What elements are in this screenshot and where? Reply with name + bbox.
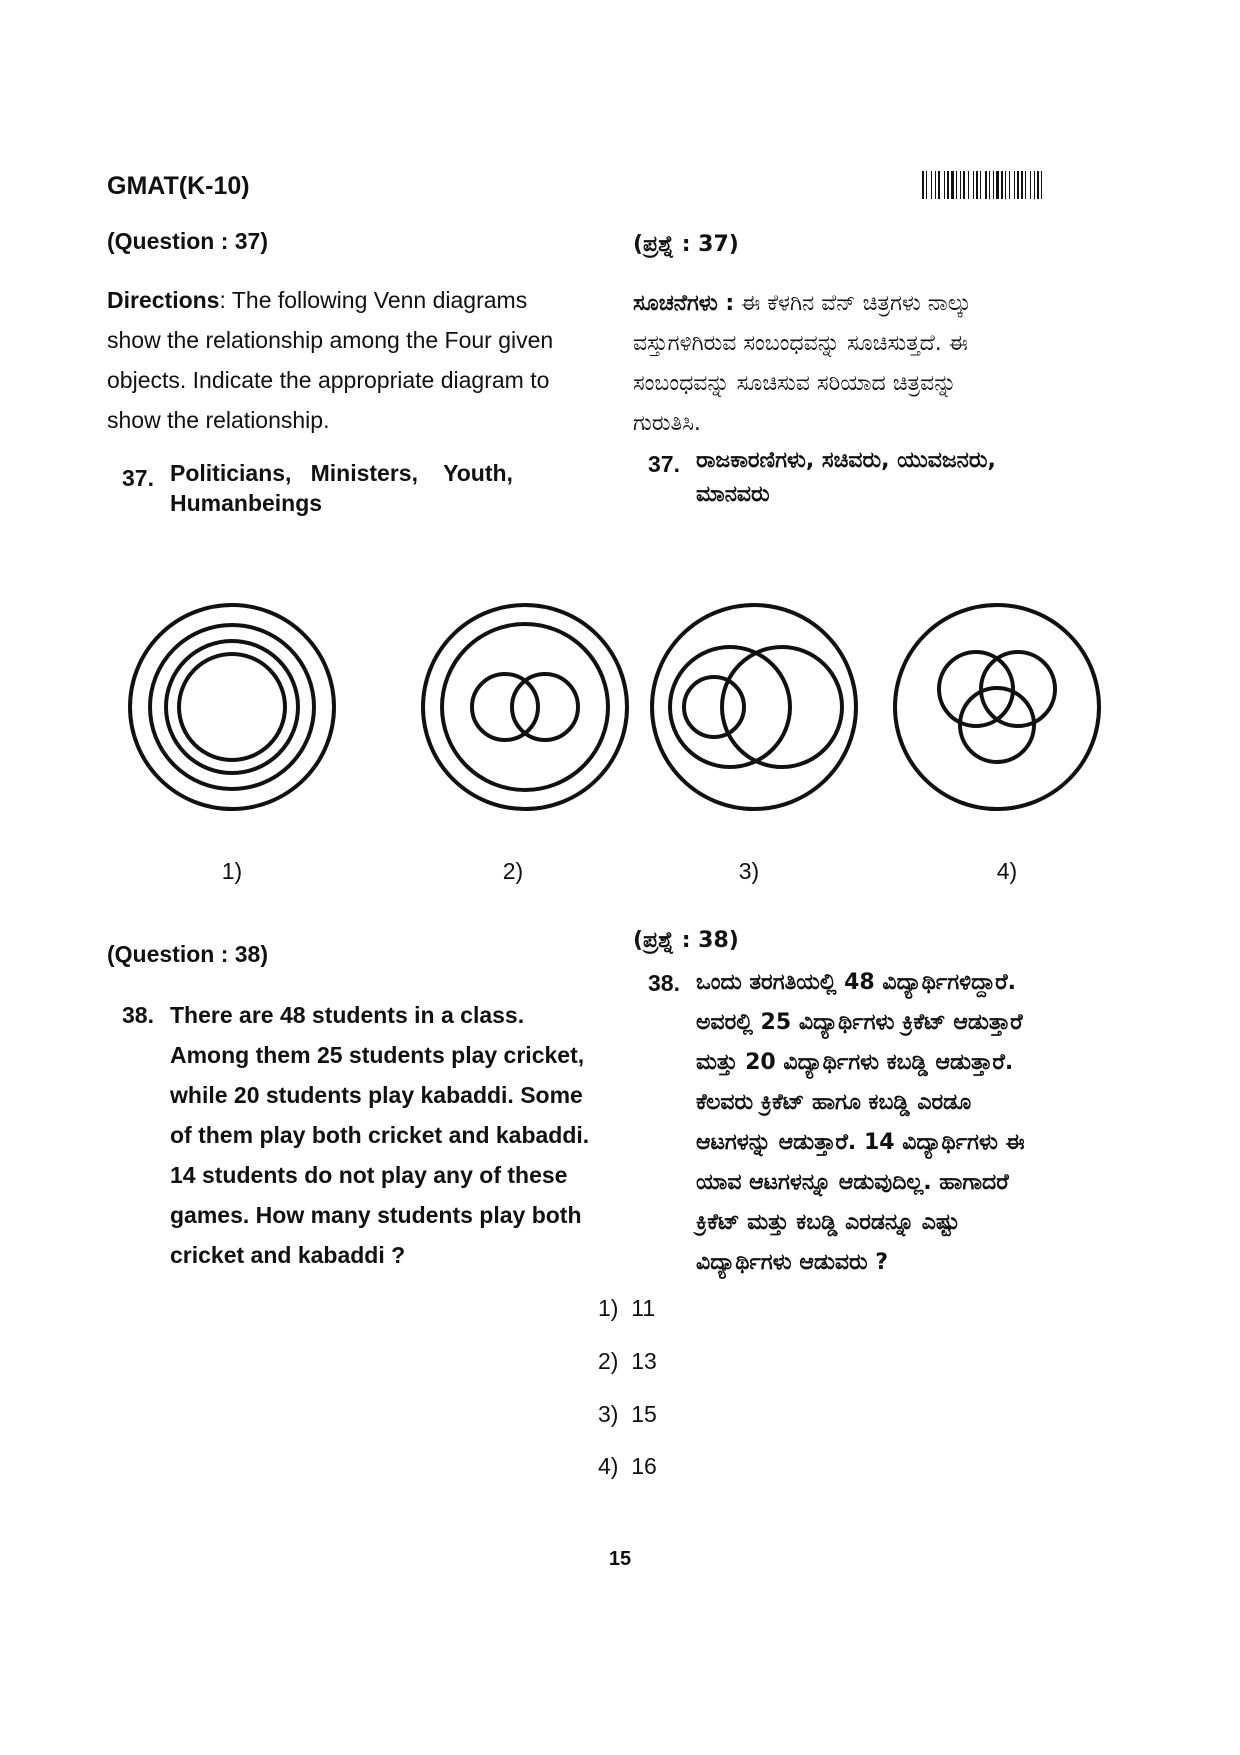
question-37-heading: (Question : 37) xyxy=(107,228,269,254)
option-3[interactable]: 3) 15 xyxy=(598,1401,657,1427)
diagram-label-4: 4) xyxy=(996,858,1018,884)
option-1[interactable]: 1) 11 xyxy=(598,1295,656,1321)
question-38-heading: (Question : 38) xyxy=(107,941,269,967)
question-37-text: Politicians, Ministers, Youth, Humanbeings xyxy=(170,460,513,516)
question-38-text: There are 48 students in a class. Among them 25 students play cricket, while 20 students play kabaddi. Some of them play both cricket and kabaddi. 14 students do not play any of these games. How many students play both cricket and kabaddi ? xyxy=(170,1002,590,1268)
question-37-text-kn: ರಾಜಕಾರಣಿಗಳು, ಸಚಿವರು, ಯುವಜನರು, ಮಾನವರು xyxy=(696,448,996,507)
venn-diagram-2 xyxy=(423,605,627,809)
option-2[interactable]: 2) 13 xyxy=(598,1348,657,1374)
exam-code: GMAT(K-10) xyxy=(107,172,250,200)
question-37-number-kn: 37. xyxy=(648,451,680,477)
question-38-number: 38. xyxy=(122,1002,154,1028)
venn-diagrams xyxy=(120,595,1120,825)
diagram-label-3: 3) xyxy=(738,858,760,884)
directions-label: Directions xyxy=(107,287,220,313)
directions-en: Directions: The following Venn diagrams show the relationship among the Four given objects. Indicate the appropriate diagram to show the relationship. xyxy=(107,287,554,433)
option-4[interactable]: 4) 16 xyxy=(598,1453,657,1479)
directions-kn-label: ಸೂಚನೆಗಳು : xyxy=(633,291,735,316)
diagram-label-1: 1) xyxy=(221,858,243,884)
question-37-number: 37. xyxy=(122,465,154,491)
barcode-icon xyxy=(922,171,1130,199)
venn-diagram-3 xyxy=(652,605,856,809)
venn-diagram-1 xyxy=(130,605,334,809)
question-38-text-kn: ಒಂದು ತರಗತಿಯಲ್ಲಿ 48 ವಿದ್ಯಾರ್ಥಿಗಳಿದ್ದಾರೆ. ಅವರಲ್ಲಿ 25 ವಿದ್ಯಾರ್ಥಿಗಳು ಕ್ರಿಕೆಟ್ ಆಡುತ್ತಾರೆ ಮತ್ತು 20 ವಿದ್ಯಾರ್ಥಿಗಳು ಕಬಡ್ಡಿ ಆಡುತ್ತಾರೆ. ಕೆಲವರು ಕ್ರಿಕೆಟ್ ಹಾಗೂ ಕಬಡ್ಡಿ ಎರಡೂ ಆಟಗಳನ್ನು ಆಡುತ್ತಾರೆ. 14 ವಿದ್ಯಾರ್ಥಿಗಳು ಈ ಯಾವ ಆಟಗಳನ್ನೂ ಆಡುವುದಿಲ್ಲ. ಹಾಗಾದರೆ ಕ್ರಿಕೆಟ್ ಮತ್ತು ಕಬಡ್ಡಿ ಎರಡನ್ನೂ ಎಷ್ಟು ವಿದ್ಯಾರ್ಥಿಗಳು ಆಡುವರು ? xyxy=(696,970,1025,1275)
page-number: 15 xyxy=(608,1548,632,1570)
question-38-number-kn: 38. xyxy=(648,970,680,996)
venn-diagram-4 xyxy=(895,605,1099,809)
directions-kn: ಸೂಚನೆಗಳು : ಈ ಕೆಳಗಿನ ವೆನ್ ಚಿತ್ರಗಳು ನಾಲ್ಕು ವಸ್ತುಗಳಿಗಿರುವ ಸಂಬಂಧವನ್ನು ಸೂಚಿಸುತ್ತದೆ. ಈ ಸಂಬಂಧವನ್ನು ಸೂಚಿಸುವ ಸರಿಯಾದ ಚಿತ್ರವನ್ನು ಗುರುತಿಸಿ. xyxy=(633,291,972,436)
question-37-heading-kn: (ಪ್ರಶ್ನೆ : 37) xyxy=(633,232,739,257)
diagram-label-2: 2) xyxy=(502,858,524,884)
question-38-heading-kn: (ಪ್ರಶ್ನೆ : 38) xyxy=(633,928,739,953)
